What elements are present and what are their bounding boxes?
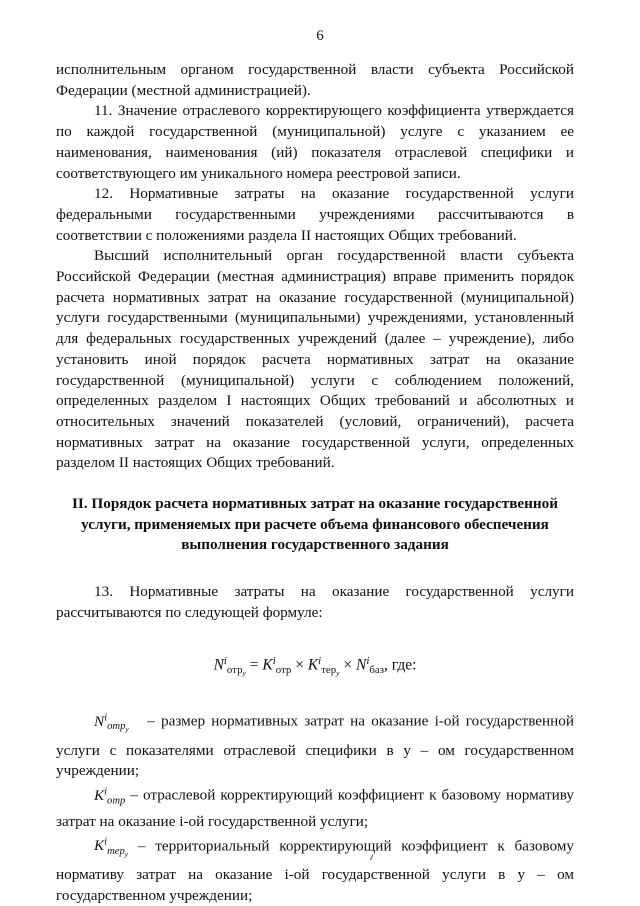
paragraph-13: 13. Нормативные затраты на оказание государственной услуги рассчитываются по следующей формуле: bbox=[56, 583, 574, 621]
document-body bbox=[56, 60, 574, 906]
page-number: 6 bbox=[316, 28, 324, 44]
symbol-n-otr: $N^i_{отр_y}$ bbox=[94, 712, 129, 735]
section-heading: II. Порядок расчета нормативных затрат на оказание государственной услуги, применяемых при расчете объема финансового обеспечения выполнения государственного задания bbox=[72, 495, 558, 554]
definition-n-otr-text: – размер нормативных затрат на оказание i-ой государственной услуги с показателями отраслевой специфики в y – ом государственном учреждении; bbox=[56, 712, 574, 780]
paragraph-11: 11. Значение отраслевого корректирующего коэффициента утверждается по каждой государственной (муниципальной) услуге с указанием ее наименования, наименования (ий) показателя отраслевой специфики и соответствующего им уникального номера реестровой записи. bbox=[56, 102, 574, 182]
formula-tail: , где: bbox=[384, 656, 417, 673]
paragraph-12-continued: Высший исполнительный орган государственной власти субъекта Российской Федерации (местная администрация) вправе применить порядок расчета нормативных затрат на оказание государственной (муниципальной) услуги государственными (муниципальными) учреждениями, установленный для федеральных государственных учреждений (далее – учреждение), либо установить иной порядок расчета нормативных затрат на оказание государственной (муниципальной) услуги с соблюдением положений, определенных разделом I настоящих Общих требований и абсолютных и относительных значений показателей (условий, ограничений), расчета нормативных затрат на оказание государственной услуги, определенных разделом II настоящих Общих требований. bbox=[56, 247, 574, 472]
definition-k-ter bbox=[56, 833, 574, 906]
definition-n-otr bbox=[56, 708, 574, 782]
definition-k-otr-text: – отраслевой корректирующий коэффициент к базовому нормативу затрат на оказание i-ой государственной услуги; bbox=[56, 786, 574, 830]
symbol-k-otr: $К^i_{отр}$ bbox=[94, 786, 126, 807]
paragraph-continuation: исполнительным органом государственной власти субъекта Российской Федерации (местной администрацией). bbox=[56, 61, 574, 99]
formula: $N^i_{отр_y} = K^i_{отр} \times K^i_{тер_y} \times N^i_{баз}$, где: bbox=[213, 654, 417, 678]
paragraph-12: 12. Нормативные затраты на оказание государственной услуги федеральными государственными учреждениями рассчитываются в соответствии с положениями раздела II настоящих Общих требований. bbox=[56, 185, 574, 244]
definition-k-otr bbox=[56, 782, 574, 832]
definition-k-ter-text: – территориальный корректирующий коэффициент к базовому нормативу затрат на оказание i-ой государственной услуги в y – ом государственном учреждении; bbox=[56, 836, 575, 904]
symbol-k-ter: $K^i_{тер_y}$ bbox=[94, 836, 129, 859]
